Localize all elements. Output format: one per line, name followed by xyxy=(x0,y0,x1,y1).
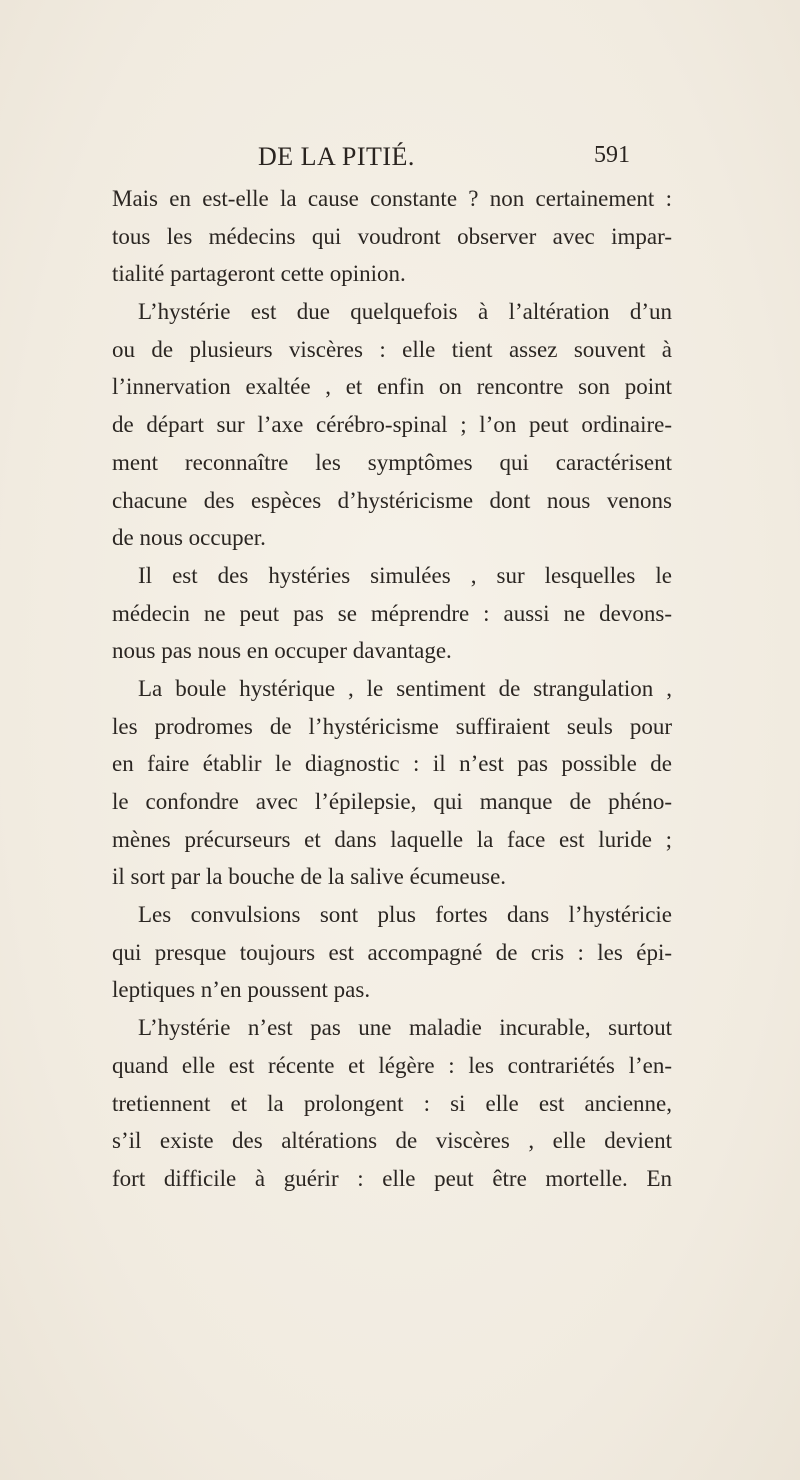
body-text xyxy=(112,180,672,1198)
text-line: leptiques n’en poussent pas. xyxy=(112,977,371,1003)
text-line: de départ sur l’axe cérébro-spinal ; l’on peut ordinaire- xyxy=(112,412,672,438)
paragraph xyxy=(112,896,672,1009)
text-line: tretiennent et la prolongent : si elle est ancienne, xyxy=(112,1090,672,1116)
text-line: tialité partageront cette opinion. xyxy=(112,261,406,287)
text-line: fort difficile à guérir : elle peut être mortelle. En xyxy=(112,1165,672,1191)
text-line: s’il existe des altérations de viscères , elle devient xyxy=(112,1128,672,1154)
text-line: quand elle est récente et légère : les contrariétés l’en- xyxy=(112,1052,672,1078)
paragraph xyxy=(112,180,672,293)
text-line: le confondre avec l’épilepsie, qui manque de phéno- xyxy=(112,789,672,814)
text-line: médecin ne peut pas se méprendre : aussi ne devons- xyxy=(112,600,672,626)
text-line: L’hystérie est due quelquefois à l’altération d’un xyxy=(138,299,672,325)
text-line: l’innervation exaltée , et enfin on rencontre son point xyxy=(112,374,672,400)
running-head xyxy=(258,142,630,178)
text-line: La boule hystérique , le sentiment de strangulation , xyxy=(138,675,672,701)
paragraph xyxy=(112,557,672,670)
text-line: mènes précurseurs et dans laquelle la face est luride ; xyxy=(112,826,672,852)
text-line: L’hystérie n’est pas une maladie incurable, surtout xyxy=(138,1015,672,1041)
text-line: de nous occuper. xyxy=(112,525,266,551)
text-line: Il est des hystéries simulées , sur lesquelles le xyxy=(138,562,672,588)
text-line: les prodromes de l’hystéricisme suffiraient seuls pour xyxy=(112,713,672,739)
text-line: en faire établir le diagnostic : il n’est pas possible de xyxy=(112,751,672,777)
paragraph xyxy=(112,1009,672,1197)
text-line: Mais en est-elle la cause constante ? non certainement : xyxy=(112,186,672,211)
text-line: tous les médecins qui voudront observer avec impar- xyxy=(112,223,672,249)
text-line: il sort par la bouche de la salive écumeuse. xyxy=(112,864,507,890)
page-number: 591 xyxy=(594,142,630,168)
text-line: chacune des espèces d’hystéricisme dont nous venons xyxy=(112,487,672,513)
text-line: nous pas nous en occuper davantage. xyxy=(112,638,452,664)
text-line: qui presque toujours est accompagné de cris : les épi- xyxy=(112,939,672,965)
text-line: ou de plusieurs viscères : elle tient assez souvent à xyxy=(112,336,672,362)
paragraph xyxy=(112,670,672,896)
text-line: ment reconnaître les symptômes qui caractérisent xyxy=(112,449,672,475)
running-title: DE LA PITIÉ. xyxy=(258,142,415,171)
text-line: Les convulsions sont plus fortes dans l’hystéricie xyxy=(138,902,672,928)
paragraph xyxy=(112,293,672,557)
